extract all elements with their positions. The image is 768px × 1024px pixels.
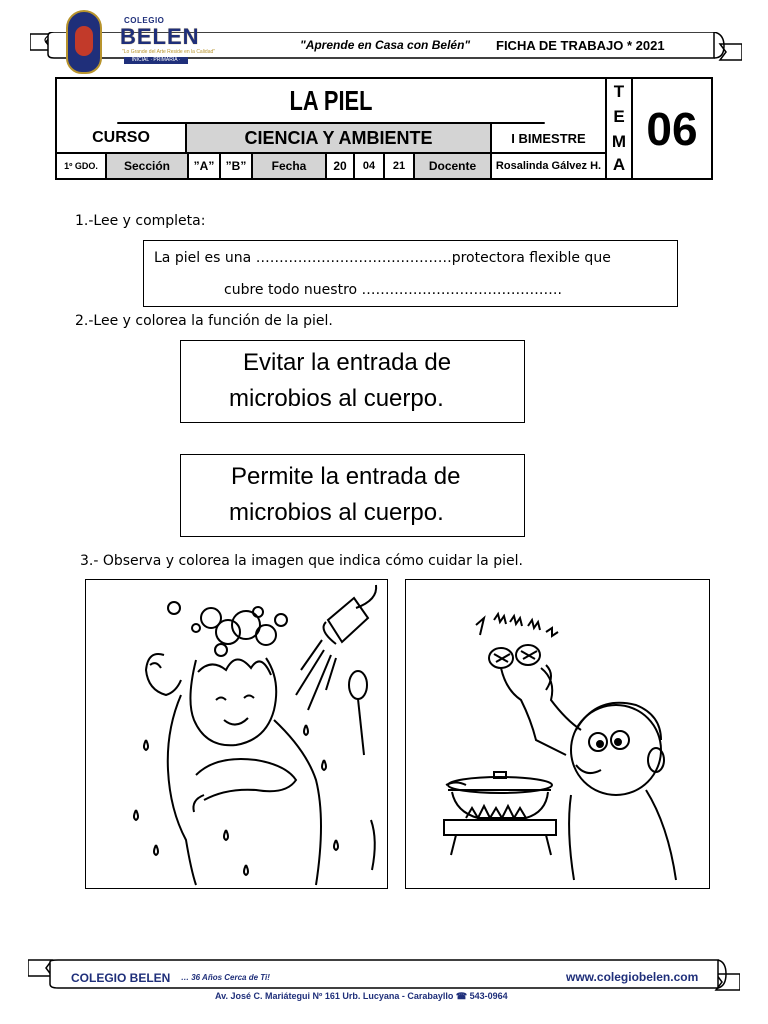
child-showering-drawing <box>86 580 386 887</box>
seccion-label: Sección <box>107 154 189 178</box>
footer-address: Av. José C. Mariátegui Nº 161 Urb. Lucyana - Carabayllo ☎ 543-0964 <box>215 991 508 1001</box>
option-1-line-1: Evitar la entrada de <box>243 349 452 376</box>
worksheet-label: FICHA DE TRABAJO * 2021 <box>496 38 665 53</box>
tema-letter: T <box>613 82 625 101</box>
function-option-1[interactable] <box>180 340 525 423</box>
footer-tagline: … 36 Años Cerca de Ti! <box>181 973 270 982</box>
function-option-2[interactable] <box>180 454 525 537</box>
fecha-day: 20 <box>327 154 355 178</box>
school-logo <box>62 10 216 75</box>
shield-icon <box>66 10 102 74</box>
logo-word-belen: BELEN <box>120 24 200 49</box>
logo-motto: "Lo Grande del Arte Reside en la Calidad" <box>122 49 216 55</box>
logo-levels: INICIAL · PRIMARIA · SECUNDARIA <box>124 57 188 64</box>
fill-in-line-1[interactable]: La piel es una ……………………………………protectora flexible que <box>154 250 611 266</box>
hot-pot-picture[interactable] <box>405 579 710 889</box>
tema-number: 06 <box>646 102 698 155</box>
question-2-prompt: 2.-Lee y colorea la función de la piel. <box>75 313 333 329</box>
fill-in-box <box>143 240 678 307</box>
fecha-year: 21 <box>385 154 415 178</box>
child-hot-pot-drawing <box>406 580 708 887</box>
fill-in-line-2[interactable]: cubre todo nuestro ……………………………………. <box>224 282 562 298</box>
slogan: "Aprende en Casa con Belén" <box>300 38 471 52</box>
tema-letter: M <box>611 132 627 151</box>
question-1-prompt: 1.-Lee y completa: <box>75 213 206 229</box>
option-2-line-1: Permite la entrada de <box>231 463 461 490</box>
grado: 1º GDO. <box>57 154 107 178</box>
curso-label: CURSO <box>57 124 187 154</box>
footer-school: COLEGIO BELEN <box>71 971 171 985</box>
question-3-prompt: 3.- Observa y colorea la imagen que indica cómo cuidar la piel. <box>80 553 523 569</box>
option-1-line-2: microbios al cuerpo. <box>229 385 444 412</box>
shower-picture[interactable] <box>85 579 388 889</box>
option-2-line-2: microbios al cuerpo. <box>229 499 444 526</box>
docente-label: Docente <box>415 154 492 178</box>
seccion-a: ”A” <box>189 154 221 178</box>
logo-word-colegio: COLEGIO <box>124 16 165 25</box>
fecha-label: Fecha <box>253 154 327 178</box>
fecha-month: 04 <box>355 154 385 178</box>
title-table <box>55 77 713 180</box>
bimestre: I BIMESTRE <box>492 124 605 154</box>
tema-letter: A <box>612 155 626 174</box>
curso-value: CIENCIA Y AMBIENTE <box>187 124 492 154</box>
footer-website-link[interactable]: www.colegiobelen.com <box>566 970 699 984</box>
tema-letter: E <box>613 107 625 126</box>
docente-name: Rosalinda Gálvez H. <box>495 160 602 172</box>
tema-column <box>605 79 633 178</box>
seccion-b: ”B” <box>221 154 253 178</box>
page-title: LA PIEL <box>117 79 544 124</box>
